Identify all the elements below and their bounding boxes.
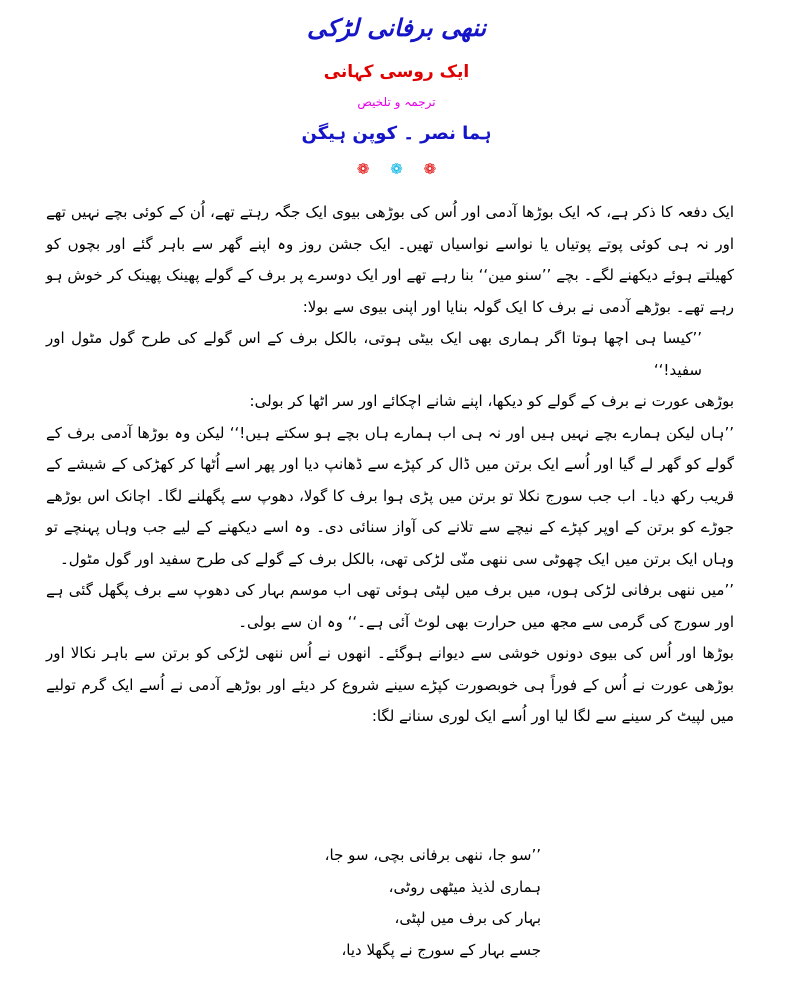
- story-paragraph: بوڑھا اور اُس کی بیوی دونوں خوشی سے دیوانے ہوگئے۔ انھوں نے اُس ننھی لڑکی کو برتن سے باہر نکالا اور بوڑھی عورت نے اُس کے فوراً ہی خوبصورت کپڑے سینے شروع کر دیئے اور بوڑھے آدمی نے اُسے ایک گرم تولیے میں لپیٹ کر سینے سے لگا لیا اور اُسے ایک لوری سنانے لگا:: [46, 644, 734, 725]
- story-paragraph: بوڑھی عورت نے برف کے گولے کو دیکھا، اپنے شانے اچکائے اور سر اٹھا کر بولی:: [249, 392, 734, 410]
- poem-line: بہار کی برف میں لپٹی،: [394, 909, 541, 927]
- story-paragraph: ایک دفعہ کا ذکر ہے، کہ ایک بوڑھا آدمی اور اُس کی بوڑھی بیوی ایک جگہ رہتے تھے، اُن کے کوئی بچے نہیں تھے اور نہ ہی کوئی پوتے پوتیاں یا نواسے نواسیاں تھیں۔ ایک جشن روز وہ اپنے گھر سے باہر گئے اور بچوں کو کھیلتے ہوئے دیکھنے لگے۔ بچے ’’سنو مین‘‘ بنا رہے تھے اور ایک دوسرے پر برف کے گولے پھینک پھینک کر خوش ہو رہے تھے۔ بوڑھے آدمی نے برف کا ایک گولہ بنایا اور اپنی بیوی سے بولا:: [46, 203, 734, 316]
- story-body: [46, 197, 752, 733]
- poem-line: ’’سو جا، ننھی برفانی بچی، سو جا،: [324, 846, 541, 864]
- flower-ornament-icon: ❁: [356, 160, 370, 178]
- story-quote: ’’کیسا ہی اچھا ہوتا اگر ہماری بھی ایک بیٹی ہوتی، بالکل برف کے اس گولے کی طرح گول مٹول اور سفید!‘‘: [46, 329, 702, 379]
- flower-ornament-icon: ❁: [390, 160, 403, 178]
- lullaby-poem: [241, 840, 541, 966]
- story-subtitle: ایک روسی کہانی: [323, 62, 470, 82]
- story-paragraph: ’’ہاں لیکن ہمارے بچے نہیں ہیں اور نہ ہی اب ہمارے ہاں بچے ہو سکتے ہیں!‘‘ لیکن وہ بوڑھا آدمی برف کے گولے کو گھر لے گیا اور اُسے ایک برتن میں ڈال کر کپڑے سے ڈھانپ دیا اور پھر اسے اُٹھا کر کھڑکی کے شیشے کے قریب رکھ دیا۔ اب جب سورج نکلا تو برتن میں پڑی ہوا برف کا گولا، دھوپ سے پگھلنے لگا۔ اچانک اس بوڑھے جوڑے کو برتن کے اوپر کپڑے کے نیچے سے تلانے کی آواز سنائی دی۔ وہ اسے دیکھنے کے لیے جب وہاں پہنچے تو وہاں ایک برتن میں ایک چھوٹی سی ننھی منّی لڑکی تھی، بالکل برف کے گولے کی طرح سفید اور گول مٹول۔: [46, 423, 734, 568]
- flower-ornament-icon: ❁: [423, 160, 437, 178]
- author-line: ہما نصر ۔ کوپن ہیگن: [301, 123, 492, 144]
- poem-line: جسے بہار کے سورج نے پگھلا دیا،: [341, 940, 541, 959]
- poem-line: ہماری لذیذ میٹھی روٹی،: [388, 877, 541, 896]
- story-paragraph: ’’میں ننھی برفانی لڑکی ہوں، میں برف میں لپٹی ہوئی تھی اب موسم بہار کی دھوپ سے برف پگھل گئی ہے اور سورج کی گرمی سے مجھ میں حرارت بھی لوٹ آئی ہے۔‘‘ وہ ان سے بولی۔: [46, 581, 734, 631]
- story-title: ننھی برفانی لڑکی: [306, 14, 487, 42]
- translation-label: ترجمہ و تلخیص: [357, 95, 436, 109]
- ornament-row: [0, 160, 793, 178]
